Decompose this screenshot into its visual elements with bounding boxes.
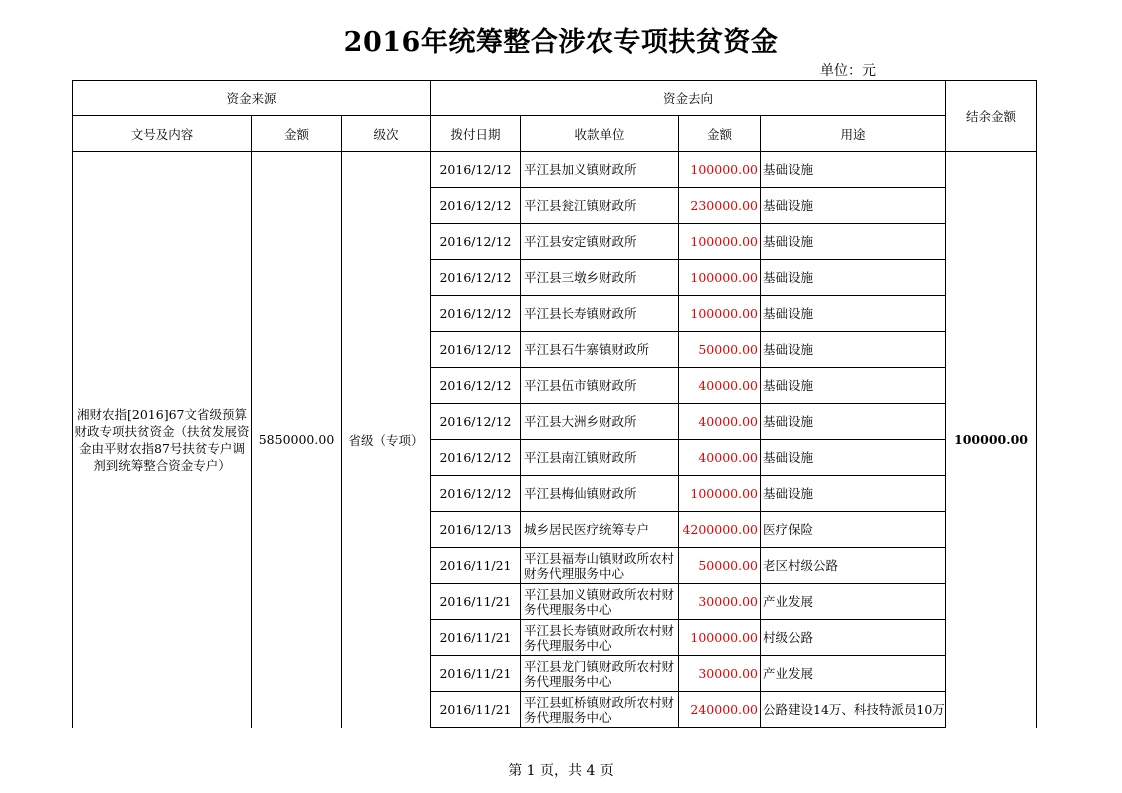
usage-cell: 基础设施 bbox=[761, 440, 946, 476]
amount-cell: 100000.00 bbox=[679, 152, 761, 188]
header-destination: 资金去向 bbox=[431, 81, 946, 116]
amount-cell: 240000.00 bbox=[679, 692, 761, 728]
payee-cell: 平江县南江镇财政所 bbox=[521, 440, 679, 476]
pay-date-cell: 2016/12/12 bbox=[431, 152, 521, 188]
usage-cell: 公路建设14万、科技特派员10万 bbox=[761, 692, 946, 728]
source-amount: 5850000.00 bbox=[252, 152, 342, 728]
pay-date-cell: 2016/11/21 bbox=[431, 620, 521, 656]
source-level: 省级（专项） bbox=[342, 152, 431, 728]
amount-cell: 30000.00 bbox=[679, 584, 761, 620]
payee-cell: 平江县加义镇财政所 bbox=[521, 152, 679, 188]
usage-cell: 基础设施 bbox=[761, 224, 946, 260]
header-level: 级次 bbox=[342, 116, 431, 152]
pay-date-cell: 2016/11/21 bbox=[431, 584, 521, 620]
balance-amount: 100000.00 bbox=[946, 152, 1037, 728]
pay-date-cell: 2016/11/21 bbox=[431, 692, 521, 728]
pay-date-cell: 2016/12/12 bbox=[431, 476, 521, 512]
amount-cell: 100000.00 bbox=[679, 620, 761, 656]
pay-date-cell: 2016/12/12 bbox=[431, 296, 521, 332]
pay-date-cell: 2016/12/12 bbox=[431, 332, 521, 368]
pay-date-cell: 2016/12/12 bbox=[431, 224, 521, 260]
pay-date-cell: 2016/12/12 bbox=[431, 368, 521, 404]
payee-cell: 平江县大洲乡财政所 bbox=[521, 404, 679, 440]
usage-cell: 产业发展 bbox=[761, 656, 946, 692]
header-balance: 结余金额 bbox=[946, 81, 1037, 152]
page-title: 2016年统筹整合涉农专项扶贫资金 bbox=[343, 27, 779, 58]
usage-cell: 产业发展 bbox=[761, 584, 946, 620]
header-pay-date: 拨付日期 bbox=[431, 116, 521, 152]
usage-cell: 基础设施 bbox=[761, 404, 946, 440]
pay-date-cell: 2016/12/12 bbox=[431, 188, 521, 224]
amount-cell: 100000.00 bbox=[679, 260, 761, 296]
amount-cell: 40000.00 bbox=[679, 440, 761, 476]
amount-cell: 4200000.00 bbox=[679, 512, 761, 548]
amount-cell: 100000.00 bbox=[679, 296, 761, 332]
payee-cell: 平江县虹桥镇财政所农村财务代理服务中心 bbox=[521, 692, 679, 728]
fund-table bbox=[72, 80, 1037, 728]
header-amount: 金额 bbox=[252, 116, 342, 152]
amount-cell: 30000.00 bbox=[679, 656, 761, 692]
amount-cell: 50000.00 bbox=[679, 548, 761, 584]
unit-label: 单位：元 bbox=[820, 63, 876, 79]
amount-cell: 50000.00 bbox=[679, 332, 761, 368]
amount-cell: 40000.00 bbox=[679, 404, 761, 440]
usage-cell: 基础设施 bbox=[761, 260, 946, 296]
payee-cell: 平江县石牛寨镇财政所 bbox=[521, 332, 679, 368]
amount-cell: 40000.00 bbox=[679, 368, 761, 404]
usage-cell: 基础设施 bbox=[761, 296, 946, 332]
payee-cell: 平江县加义镇财政所农村财务代理服务中心 bbox=[521, 584, 679, 620]
header-doc: 文号及内容 bbox=[73, 116, 252, 152]
payee-cell: 平江县长寿镇财政所农村财务代理服务中心 bbox=[521, 620, 679, 656]
payee-cell: 城乡居民医疗统筹专户 bbox=[521, 512, 679, 548]
header-source: 资金来源 bbox=[73, 81, 431, 116]
usage-cell: 医疗保险 bbox=[761, 512, 946, 548]
payee-cell: 平江县龙门镇财政所农村财务代理服务中心 bbox=[521, 656, 679, 692]
usage-cell: 基础设施 bbox=[761, 368, 946, 404]
usage-cell: 基础设施 bbox=[761, 152, 946, 188]
payee-cell: 平江县瓮江镇财政所 bbox=[521, 188, 679, 224]
usage-cell: 基础设施 bbox=[761, 188, 946, 224]
amount-cell: 230000.00 bbox=[679, 188, 761, 224]
payee-cell: 平江县安定镇财政所 bbox=[521, 224, 679, 260]
pay-date-cell: 2016/12/12 bbox=[431, 260, 521, 296]
pay-date-cell: 2016/12/13 bbox=[431, 512, 521, 548]
page-footer: 第 1 页，共 4 页 bbox=[508, 763, 614, 779]
usage-cell: 老区村级公路 bbox=[761, 548, 946, 584]
amount-cell: 100000.00 bbox=[679, 224, 761, 260]
pay-date-cell: 2016/12/12 bbox=[431, 404, 521, 440]
usage-cell: 村级公路 bbox=[761, 620, 946, 656]
amount-cell: 100000.00 bbox=[679, 476, 761, 512]
payee-cell: 平江县福寿山镇财政所农村财务代理服务中心 bbox=[521, 548, 679, 584]
source-description: 湘财农指[2016]67文省级预算财政专项扶贫资金（扶贫发展资金由平财农指87号扶贫专户调剂到统筹整合资金专户） bbox=[73, 152, 252, 728]
header-amount2: 金额 bbox=[679, 116, 761, 152]
usage-cell: 基础设施 bbox=[761, 476, 946, 512]
header-usage: 用途 bbox=[761, 116, 946, 152]
pay-date-cell: 2016/11/21 bbox=[431, 656, 521, 692]
usage-cell: 基础设施 bbox=[761, 332, 946, 368]
pay-date-cell: 2016/12/12 bbox=[431, 440, 521, 476]
header-payee: 收款单位 bbox=[521, 116, 679, 152]
table-row bbox=[73, 152, 1037, 188]
payee-cell: 平江县长寿镇财政所 bbox=[521, 296, 679, 332]
payee-cell: 平江县伍市镇财政所 bbox=[521, 368, 679, 404]
payee-cell: 平江县梅仙镇财政所 bbox=[521, 476, 679, 512]
pay-date-cell: 2016/11/21 bbox=[431, 548, 521, 584]
payee-cell: 平江县三墩乡财政所 bbox=[521, 260, 679, 296]
